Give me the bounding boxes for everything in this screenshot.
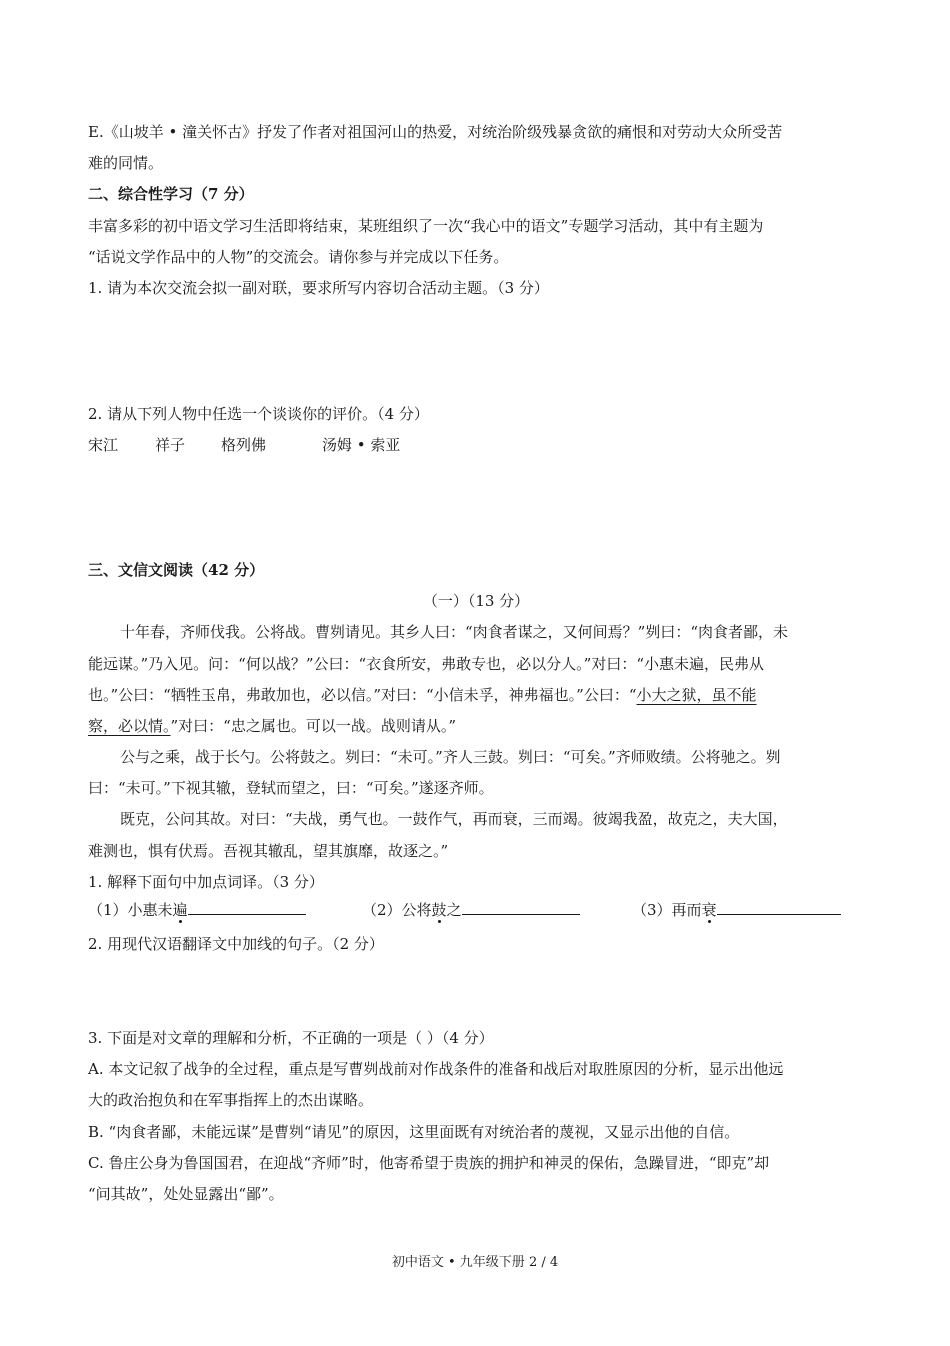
reading-question3: 3. 下面是对文章的理解和分析，不正确的一项是（ ）（4 分） <box>88 1029 494 1047</box>
reading-question1: 1. 解释下面句中加点词译。（3 分） <box>88 873 324 891</box>
section2-heading: 二、综合性学习（7 分） <box>88 185 254 203</box>
answer-blank-2[interactable] <box>462 899 580 915</box>
passage-p1-line4-text: ”对曰：“忠之属也。可以一战。战则请从。” <box>170 717 457 735</box>
dotted-word-gu: 鼓 <box>431 901 447 919</box>
option-e-line2: 难的同情。 <box>88 154 164 172</box>
section2-intro-line1: 丰富多彩的初中语文学习生活即将结束，某班组织了一次“我心中的语文”专题学习活动，其中有主题为 <box>88 217 764 235</box>
character-list <box>88 435 864 455</box>
q1-item-2: （2）公将鼓之 <box>362 899 580 920</box>
passage-p1-line3-text: 也。”公曰：“牺牲玉帛，弗敢加也，必以信。”对曰：“小信未孚，神弗福也。”公曰：“ <box>88 686 637 704</box>
character-songjiang: 宋江 <box>88 436 119 454</box>
section2-question1: 1. 请为本次交流会拟一副对联，要求所写内容切合活动主题。（3 分） <box>88 279 549 297</box>
section2-intro-line2: “话说文学作品中的人物”的交流会。请你参与并完成以下任务。 <box>88 248 509 266</box>
page-number: 2 / 4 <box>528 1255 559 1270</box>
option-a-line1: A. 本文记叙了战争的全过程，重点是写曹刿战前对作战条件的准备和战后对取胜原因的分析，显示出他远 <box>88 1060 784 1078</box>
option-c-line1: C. 鲁庄公身为鲁国国君，在迎战“齐师”时，他寄希望于贵族的拥护和神灵的保佑，急躁冒进，“即克”却 <box>88 1154 770 1172</box>
passage-p3-line1: 既克，公问其故。对曰：“夫战，勇气也。一鼓作气，再而衰，三而竭。彼竭我盈，故克之，夫大国， <box>120 810 788 828</box>
passage-p2-line2: 曰：“未可。”下视其辙，登轼而望之，曰：“可矣。”遂逐齐师。 <box>88 779 494 797</box>
dotted-word-bian: 遍 <box>172 901 188 919</box>
page-footer <box>0 1251 950 1270</box>
option-b: B. “肉食者鄙，未能远谋”是曹刿“请见”的原因，这里面既有对统治者的蔑视，又显示出他的自信。 <box>88 1123 740 1141</box>
footer-label: 初中语文 • 九年级下册 <box>391 1255 525 1270</box>
character-gulliver: 格列佛 <box>221 436 267 454</box>
q1-item-3: （3）再而衰 <box>632 899 841 920</box>
option-c-line2: “问其故”，处处显露出“鄙”。 <box>88 1185 284 1203</box>
reading-question2: 2. 用现代汉语翻译文中加线的句子。（2 分） <box>88 935 384 953</box>
passage-p1-line1: 十年春，齐师伐我。公将战。曹刿请见。其乡人曰：“肉食者谋之，又何间焉？”刿曰：“肉食者鄙，未 <box>120 623 789 641</box>
passage-p1-line3 <box>88 685 864 705</box>
passage-p3-line2: 难测也，惧有伏焉。吾视其辙乱，望其旗靡，故逐之。” <box>88 842 449 860</box>
dotted-word-shuai: 衰 <box>701 901 717 919</box>
q1-item-1: （1）小惠未遍 <box>88 899 306 920</box>
underlined-sentence-part2: 察，必以情。 <box>88 717 171 735</box>
option-a-line2: 大的政治抱负和在军事指挥上的杰出谋略。 <box>88 1091 374 1109</box>
part-title: （一）（13 分） <box>422 592 530 610</box>
option-e-line1: E.《山坡羊 • 潼关怀古》抒发了作者对祖国河山的热爱，对统治阶级残暴贪欲的痛恨和对劳动大众所受苦 <box>88 123 783 141</box>
passage-p1-line2: 能远谋。”乃入见。问：“何以战？”公曰：“衣食所安，弗敢专也，必以分人。”对曰：“小惠未遍，民弗从 <box>88 655 765 673</box>
answer-blank-1[interactable] <box>188 899 306 915</box>
section2-question2: 2. 请从下列人物中任选一个谈谈你的评价。（4 分） <box>88 405 429 423</box>
section3-heading: 三、文信文阅读（42 分） <box>88 561 265 579</box>
character-tom-sawyer: 汤姆 • 索亚 <box>322 436 401 454</box>
passage-p1-line4 <box>88 716 864 736</box>
answer-blank-3[interactable] <box>717 899 841 915</box>
reading-question1-items <box>88 899 864 921</box>
character-xiangzi: 祥子 <box>155 436 186 454</box>
underlined-sentence-part1: 小大之狱，虽不能 <box>636 686 757 704</box>
passage-p2-line1: 公与之乘，战于长勺。公将鼓之。刿曰：“未可。”齐人三鼓。刿曰：“可矣。”齐师败绩。公将驰之。刿 <box>120 748 781 766</box>
